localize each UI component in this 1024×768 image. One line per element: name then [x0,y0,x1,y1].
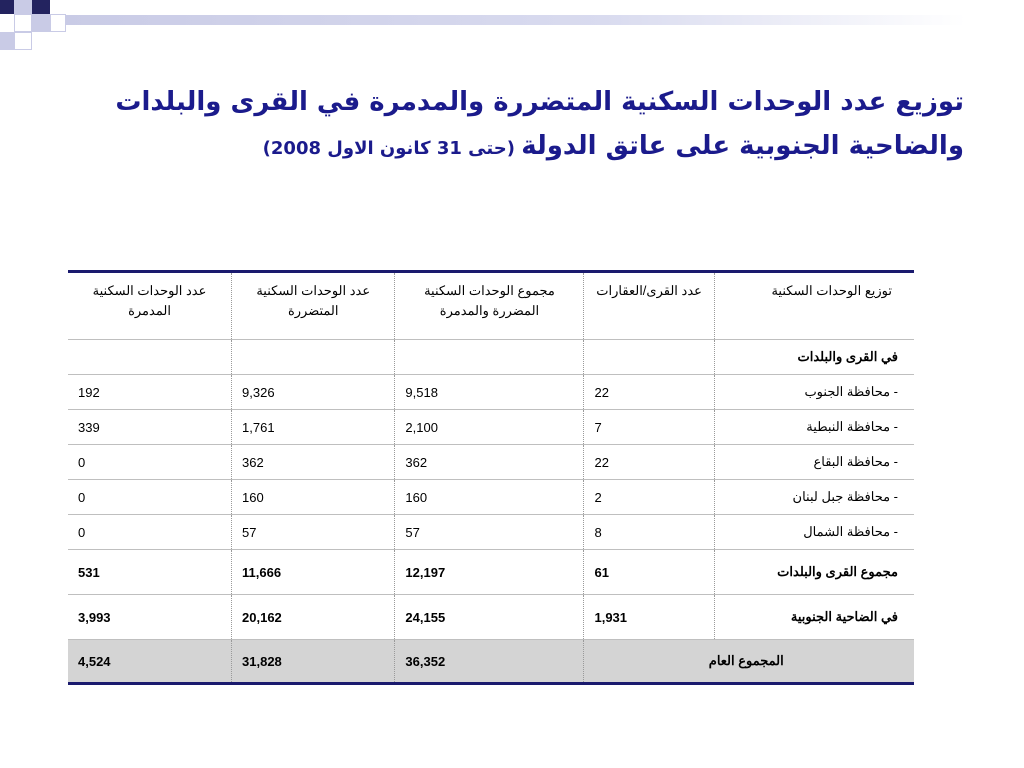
destroyed-cell: 531 [68,550,232,595]
damaged-cell: 11,666 [232,550,395,595]
decor-square [0,32,14,50]
slide-title [64,80,964,171]
total-cell: 362 [395,445,584,480]
title-line-2 [64,124,964,171]
section-row-villages [68,340,914,375]
row-label: - محافظة البقاع [714,445,914,480]
total-cell: 2,100 [395,410,584,445]
empty-cell [68,340,232,375]
row-label: - محافظة الجنوب [714,375,914,410]
damaged-cell: 9,326 [232,375,395,410]
decor-square [14,32,32,50]
total-cell: 9,518 [395,375,584,410]
subtotal-row [68,550,914,595]
row-label: - محافظة جبل لبنان [714,480,914,515]
row-label: في الضاحية الجنوبية [714,595,914,640]
destroyed-cell: 192 [68,375,232,410]
decor-square [0,0,14,14]
damaged-cell: 160 [232,480,395,515]
row-label: مجموع القرى والبلدات [714,550,914,595]
destroyed-cell: 4,524 [68,640,232,684]
table-header-row [68,272,914,340]
table-row [68,375,914,410]
empty-cell [584,340,714,375]
destroyed-cell: 0 [68,445,232,480]
destroyed-cell: 339 [68,410,232,445]
destroyed-cell: 0 [68,515,232,550]
total-cell: 57 [395,515,584,550]
table-row [68,480,914,515]
total-cell: 160 [395,480,584,515]
housing-units-table [68,270,914,685]
empty-cell [395,340,584,375]
villages-cell: 22 [584,375,714,410]
header-destroyed-units: عدد الوحدات السكنية المدمرة [68,272,232,340]
destroyed-cell: 3,993 [68,595,232,640]
table-row [68,410,914,445]
suburb-row [68,595,914,640]
table-row [68,515,914,550]
grand-total-row [68,640,914,684]
damaged-cell: 31,828 [232,640,395,684]
villages-cell: 7 [584,410,714,445]
damaged-cell: 57 [232,515,395,550]
decor-square [32,0,50,14]
decor-square [14,14,32,32]
title-line-1: توزيع عدد الوحدات السكنية المتضررة والمدمرة في القرى والبلدات [115,87,964,117]
decor-square [32,14,50,32]
villages-cell: 1,931 [584,595,714,640]
section-label: في القرى والبلدات [714,340,914,375]
row-label: المجموع العام [584,640,914,684]
row-label: - محافظة النبطية [714,410,914,445]
header-bar [66,15,966,25]
header-villages-count: عدد القرى/العقارات [584,272,714,340]
villages-cell: 61 [584,550,714,595]
damaged-cell: 1,761 [232,410,395,445]
title-date-note: (حتى 31 كانون الاول 2008) [262,138,522,159]
empty-cell [232,340,395,375]
destroyed-cell: 0 [68,480,232,515]
header-total-units: مجموع الوحدات السكنية المضررة والمدمرة [395,272,584,340]
damaged-cell: 362 [232,445,395,480]
decor-square [14,0,32,14]
villages-cell: 2 [584,480,714,515]
villages-cell: 22 [584,445,714,480]
total-cell: 12,197 [395,550,584,595]
decor-square [50,14,66,32]
row-label: - محافظة الشمال [714,515,914,550]
header-distribution: توزيع الوحدات السكنية [714,272,914,340]
damaged-cell: 20,162 [232,595,395,640]
total-cell: 24,155 [395,595,584,640]
total-cell: 36,352 [395,640,584,684]
title-line-2-main: والضاحية الجنوبية على عاتق الدولة [521,131,964,161]
table-row [68,445,914,480]
villages-cell: 8 [584,515,714,550]
header-damaged-units: عدد الوحدات السكنية المتضررة [232,272,395,340]
